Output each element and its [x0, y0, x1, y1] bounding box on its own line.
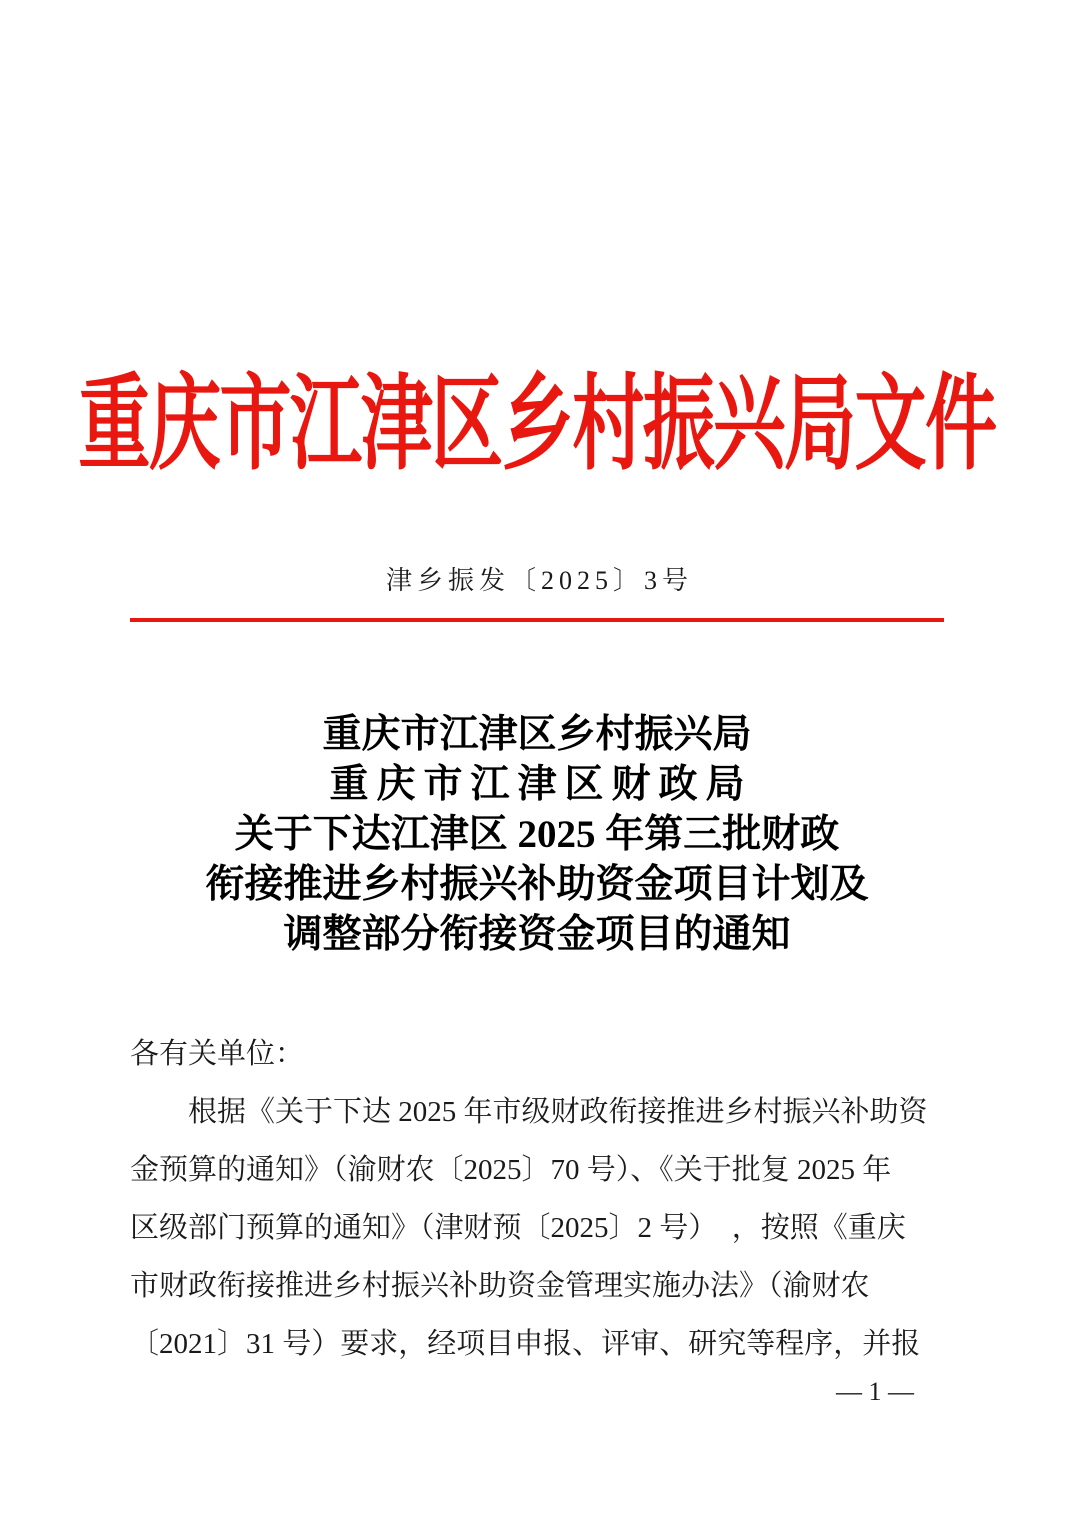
document-reference-number: 津乡振发〔2025〕3号 [385, 566, 693, 595]
title-line-subject-2: 衔接推进乡村振兴补助资金项目计划及 [205, 863, 869, 906]
title-line-agency-1: 重庆市江津区乡村振兴局 [322, 713, 752, 756]
body-line: 根据《关于下达 2025 年市级财政衔接推进乡村振兴补助资 [188, 1096, 928, 1128]
issuing-agency-banner-title: 重庆市江津区乡村振兴局文件 [78, 366, 996, 483]
title-line-subject-1: 关于下达江津区 2025 年第三批财政 [234, 813, 840, 856]
title-line-subject-3: 调整部分衔接资金项目的通知 [283, 913, 791, 956]
red-separator-rule [130, 618, 944, 622]
page-number: — 1 — [836, 1377, 914, 1406]
body-line: 金预算的通知》（渝财农〔2025〕70 号）、《关于批复 2025 年 [130, 1154, 892, 1186]
body-line: 市财政衔接推进乡村振兴补助资金管理实施办法》（渝财农 [130, 1270, 870, 1302]
title-line-agency-2: 重庆市江津区财政局 [329, 763, 753, 806]
red-header-banner [78, 366, 996, 483]
body-line: 区级部门预算的通知》（津财预〔2025〕2 号） ，按照《重庆 [130, 1212, 906, 1244]
document-title-block [130, 710, 944, 960]
document-body [130, 1025, 944, 1373]
body-line: 〔2021〕31 号）要求，经项目申报、评审、研究等程序，并报 [130, 1328, 921, 1360]
salutation: 各有关单位： [130, 1038, 305, 1070]
